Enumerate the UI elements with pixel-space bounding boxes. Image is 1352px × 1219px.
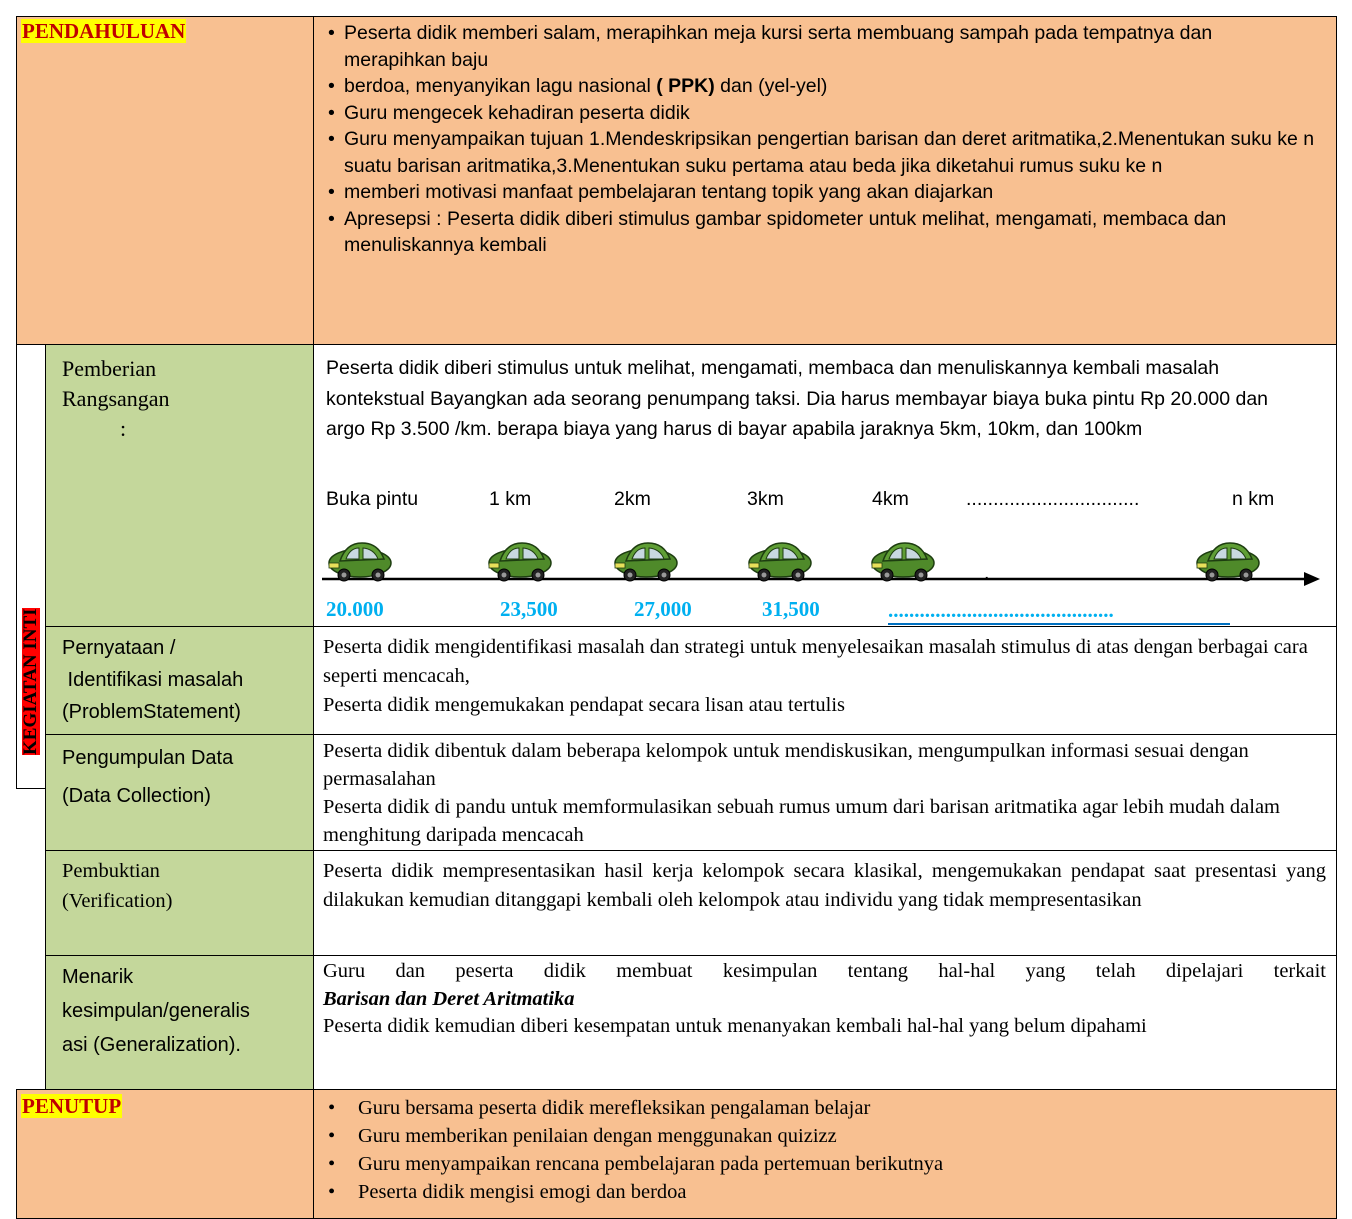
pembuktian-content-cell [313,850,1337,956]
pengumpulan-label-cell [45,734,314,851]
list-item: • Guru mengecek kehadiran peserta didik [326,100,1316,127]
value-label: 23,500 [500,597,558,621]
pengumpulan-text: Peserta didik dibentuk dalam beberapa kelompok untuk mendiskusikan, mengumpulkan informasi sesuai dengan permasalahan Peserta didik di pandu untuk memformulasikan sebuah rumus umum dari barisan aritmatika agar lebih mudah dalam menghitung daripada mencacah [323,740,1280,846]
list-item: • Apresepsi : Peserta didik diberi stimulus gambar spidometer untuk melihat, mengamati, membaca dan menuliskannya kembali [326,206,1316,259]
list-item: • memberi motivasi manfaat pembelajaran tentang topik yang akan diajarkan [326,179,1316,206]
kesimpulan-label: Menarik kesimpulan/generalis asi (Generalization). [62,966,250,1056]
kesimpulan-label-cell [45,955,314,1090]
penutup-content-cell [313,1089,1337,1219]
pengumpulan-content-cell [313,734,1337,851]
car-icon [749,543,811,581]
pendahuluan-list [326,20,1316,259]
car-icon [872,543,934,581]
point-dot: . [984,562,990,584]
step-label: 2km [614,488,651,510]
value-label: 20.000 [326,597,384,621]
list-item: • Guru bersama peserta didik merefleksikan pengalaman belajar [314,1094,1314,1122]
list-item-text: berdoa, menyanyikan lagu nasional [344,75,651,97]
pendahuluan-header: PENDAHULUAN [22,19,186,43]
pernyataan-text: Peserta didik mengidentifikasi masalah dan strategi untuk menyelesaikan masalah stimulus di atas dengan berbagai cara seperti mencacah, Peserta didik mengemukakan pendapat secara lisan atau tertulis [323,636,1308,716]
rangsangan-label: Pemberian Rangsangan : [62,356,170,441]
car-icon [489,543,551,581]
pembuktian-label-cell [45,850,314,956]
rangsangan-content-cell [313,344,1337,627]
ppk-label: ( PPK) [656,75,715,97]
list-item: • Peserta didik memberi salam, merapihkan meja kursi serta membuang sampah pada tempatnya dan merapihkan baju [326,20,1316,73]
rangsangan-label-cell [45,344,314,627]
list-item: • Peserta didik mengisi emogi dan berdoa [314,1178,1314,1206]
car-icon [615,543,677,581]
car-icon [1197,543,1259,581]
value-label: 31,500 [762,597,820,621]
list-item: • Guru menyampaikan rencana pembelajaran pada pertemuan berikutnya [314,1150,1314,1178]
pembuktian-label: Pembuktian (Verification) [62,860,173,912]
list-item: • Guru menyampaikan tujuan 1.Mendeskripsikan pengertian barisan dan deret aritmatika,2.Menentukan suku ke n suatu barisan aritmatika,3.Menentukan suku pertama atau beda jika diketahui rumus suku ke n [326,126,1316,179]
rangsangan-text: Peserta didik diberi stimulus untuk melihat, mengamati, membaca dan menuliskannya kembali masalah kontekstual Bayangkan ada seorang penumpang taksi. Dia harus membayar biaya buka pintu Rp 20.000 dan argo Rp 3.500 /km. berapa biaya yang harus di bayar apabila jaraknya 5km, 10km, dan 100km [326,357,1269,440]
kegiatan-inti-label: KEGIATAN INTI [20,608,41,755]
step-label: 4km [872,488,909,510]
penutup-list [314,1094,1314,1206]
pernyataan-label-cell [45,626,314,735]
value-label: 27,000 [634,597,692,621]
car-icon [329,543,391,581]
kesimpulan-content-cell [313,955,1337,1090]
pengumpulan-label: Pengumpulan Data (Data Collection) [62,747,234,807]
pendahuluan-content-cell [313,16,1337,345]
step-label: n km [1232,488,1275,510]
pernyataan-content-cell [313,626,1337,735]
list-item: • Guru memberikan penilaian dengan menggunakan quizizz [314,1122,1314,1150]
step-label: Buka pintu [326,488,419,510]
pernyataan-label: Pernyataan / Identifikasi masalah (ProblemStatement) [62,637,244,723]
list-item-tail: dan (yel-yel) [714,75,828,97]
list-item [326,73,1316,100]
pendahuluan-label-cell [16,16,314,345]
pembuktian-text: Peserta didik mempresentasikan hasil kerja kelompok secara klasikal, mengemukakan pendapat saat presentasi yang dilakukan kemudian ditanggapi kembali oleh kelompok atau individu yang tidak mempresentasikan [323,860,1326,911]
kegiatan-inti-side-cell [16,344,46,789]
penutup-header: PENUTUP [22,1094,122,1118]
topic-italic: Barisan dan Deret Aritmatika [323,987,575,1010]
penutup-label-cell [16,1089,314,1219]
step-label: 3km [747,488,784,510]
number-line [314,525,1336,595]
step-label: ................................ [966,488,1140,510]
value-dots: ........................................... [888,597,1230,625]
step-label: 1 km [489,488,532,510]
kesimpulan-text: Guru dan peserta didik membuat kesimpulan tentang hal-hal yang telah dipelajari terkait Barisan dan Deret Aritmatika Peserta didik kemudian diberi kesempatan untuk menanyakan kembali hal-hal yang belum dipahami [323,960,1326,1037]
